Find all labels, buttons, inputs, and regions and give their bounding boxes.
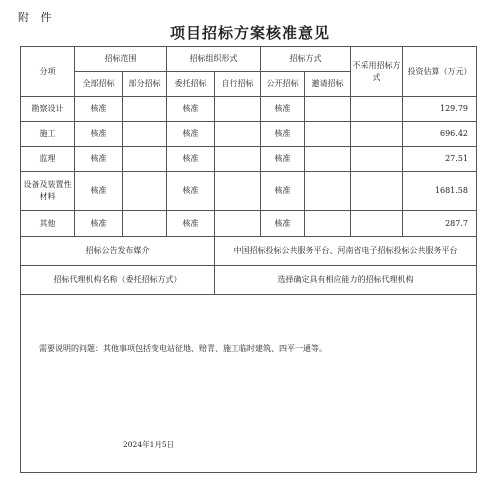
agency-row xyxy=(21,266,477,295)
cell-scope-full: 核准 xyxy=(75,211,123,237)
cell-scope-full: 核准 xyxy=(75,147,123,172)
cell-scope-full: 核准 xyxy=(75,122,123,147)
cell-method-invite xyxy=(305,97,351,122)
header-org-self: 自行招标 xyxy=(215,72,261,97)
cell-org-entrusted: 核准 xyxy=(167,172,215,211)
notes-text: 需要说明的问题：其他事项包括变电站征地、赔青、施工临时建筑、四平一通等。 xyxy=(39,344,327,353)
row-category: 设备及装置性材料 xyxy=(21,172,75,211)
cell-org-entrusted: 核准 xyxy=(167,122,215,147)
cell-org-self xyxy=(215,97,261,122)
cell-estimate: 27.51 xyxy=(403,147,477,172)
approval-table xyxy=(20,46,477,473)
header-no-tender: 不采用招标方式 xyxy=(351,47,403,97)
cell-scope-partial xyxy=(123,147,167,172)
cell-org-entrusted: 核准 xyxy=(167,147,215,172)
cell-method-open: 核准 xyxy=(261,97,305,122)
cell-estimate: 696.42 xyxy=(403,122,477,147)
header-category: 分项 xyxy=(21,47,75,97)
cell-no-tender xyxy=(351,97,403,122)
header-row-1 xyxy=(21,47,477,72)
cell-org-self xyxy=(215,147,261,172)
row-category: 勘察设计 xyxy=(21,97,75,122)
cell-method-invite xyxy=(305,122,351,147)
cell-no-tender xyxy=(351,172,403,211)
cell-no-tender xyxy=(351,147,403,172)
document-title: 项目招标方案核准意见 xyxy=(169,24,330,42)
cell-estimate: 129.79 xyxy=(403,97,477,122)
cell-estimate: 1681.58 xyxy=(403,172,477,211)
cell-method-invite xyxy=(305,211,351,237)
header-org-form: 招标组织形式 xyxy=(167,47,261,72)
header-method: 招标方式 xyxy=(261,47,351,72)
approval-date: 2024年1月5日 xyxy=(123,440,175,449)
attachment-label: 附 件 xyxy=(18,11,56,24)
cell-method-invite xyxy=(305,172,351,211)
media-label: 招标公告发布媒介 xyxy=(21,237,215,266)
cell-no-tender xyxy=(351,122,403,147)
table-row xyxy=(21,97,477,122)
cell-scope-partial xyxy=(123,211,167,237)
cell-org-entrusted: 核准 xyxy=(167,211,215,237)
agency-label: 招标代理机构名称（委托招标方式） xyxy=(21,266,215,295)
media-value: 中国招标投标公共服务平台、河南省电子招标投标公共服务平台 xyxy=(215,237,477,266)
table-row xyxy=(21,147,477,172)
notes-cell xyxy=(21,295,477,473)
notes-row xyxy=(21,295,477,473)
cell-scope-partial xyxy=(123,97,167,122)
cell-org-self xyxy=(215,122,261,147)
cell-scope-full: 核准 xyxy=(75,97,123,122)
header-estimate: 投资估算（万元） xyxy=(403,47,477,97)
header-method-open: 公开招标 xyxy=(261,72,305,97)
cell-org-self xyxy=(215,211,261,237)
table-row xyxy=(21,172,477,211)
row-category: 施工 xyxy=(21,122,75,147)
cell-method-open: 核准 xyxy=(261,211,305,237)
row-category: 监理 xyxy=(21,147,75,172)
cell-method-open: 核准 xyxy=(261,172,305,211)
cell-scope-partial xyxy=(123,172,167,211)
cell-method-open: 核准 xyxy=(261,122,305,147)
media-row xyxy=(21,237,477,266)
header-method-invite: 邀请招标 xyxy=(305,72,351,97)
cell-org-entrusted: 核准 xyxy=(167,97,215,122)
header-scope-full: 全部招标 xyxy=(75,72,123,97)
cell-scope-partial xyxy=(123,122,167,147)
row-category: 其他 xyxy=(21,211,75,237)
header-org-entrusted: 委托招标 xyxy=(167,72,215,97)
cell-org-self xyxy=(215,172,261,211)
table-row xyxy=(21,122,477,147)
agency-value: 选择确定具有相应能力的招标代理机构 xyxy=(215,266,477,295)
cell-no-tender xyxy=(351,211,403,237)
header-scope: 招标范围 xyxy=(75,47,167,72)
cell-method-open: 核准 xyxy=(261,147,305,172)
cell-estimate: 287.7 xyxy=(403,211,477,237)
header-scope-partial: 部分招标 xyxy=(123,72,167,97)
cell-scope-full: 核准 xyxy=(75,172,123,211)
table-row xyxy=(21,211,477,237)
cell-method-invite xyxy=(305,147,351,172)
